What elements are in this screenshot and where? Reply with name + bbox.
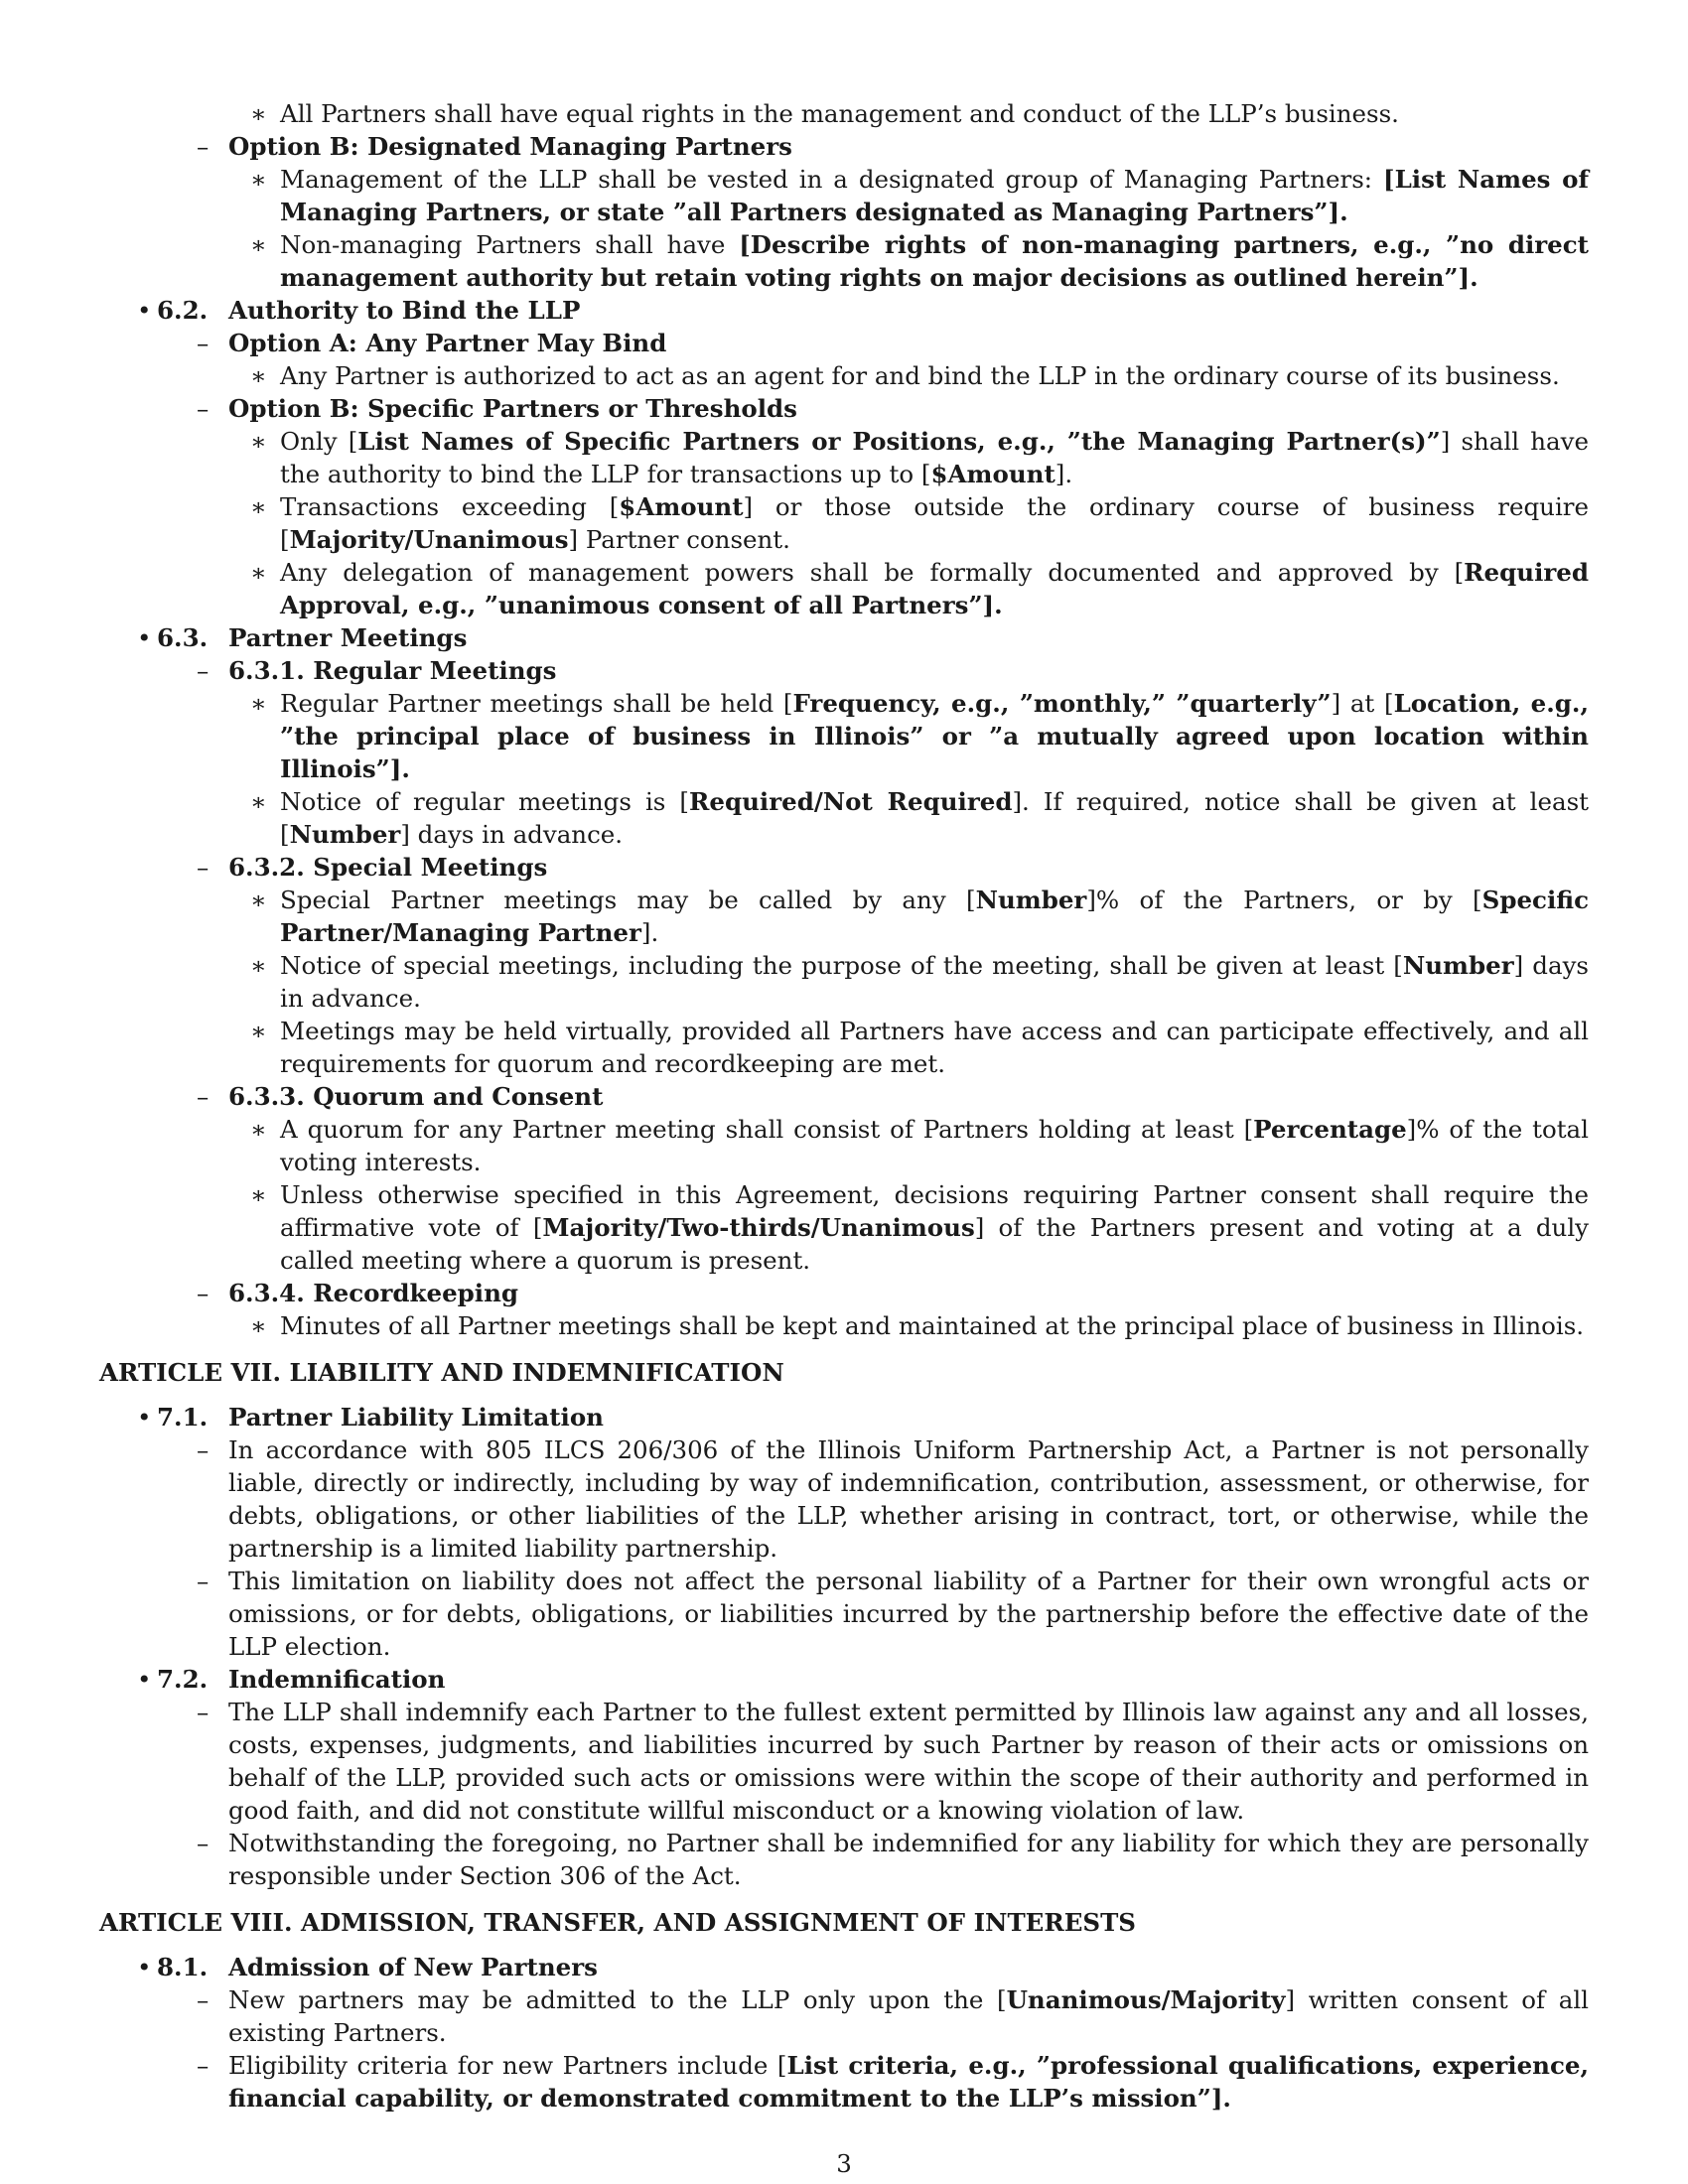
subsection-heading: – 6.3.4. Recordkeeping	[197, 1279, 519, 1307]
list-item: – New partners may be admitted to the LLP only upon the [Unanimous/Majority] written consent of all existing Partners.	[197, 1985, 1589, 2047]
subsection-heading: – 6.3.1. Regular Meetings	[197, 656, 557, 685]
section-6-2: • 6.2. Authority to Bind the LLP	[137, 296, 581, 325]
article-8-heading: ARTICLE VIII. ADMISSION, TRANSFER, AND ASSIGNMENT OF INTERESTS	[99, 1908, 1137, 1937]
list-item: ∗ Only [List Names of Specific Partners or Positions, e.g., ”the Managing Partner(s)”] shall have the authority to bind the LLP for transactions up to [$Amount].	[250, 427, 1589, 488]
section-title: Partner Meetings	[228, 623, 468, 652]
list-item: – Eligibility criteria for new Partners include [List criteria, e.g., ”professional qualifications, experience, financial capability, or demonstrated commitment to the LLP’s mission”].	[197, 2051, 1590, 2113]
list-item: ∗ Notice of regular meetings is [Required/Not Required]. If required, notice shall be given at least [Number] days in advance.	[250, 787, 1589, 849]
document-page	[99, 97, 1589, 2115]
section-title: Admission of New Partners	[228, 1953, 598, 1981]
section-6-3: • 6.3. Partner Meetings	[137, 623, 468, 652]
list-item: ∗ Notice of special meetings, including the purpose of the meeting, shall be given at least [Number] days in advance.	[250, 951, 1589, 1013]
option-heading: – Option B: Designated Managing Partners	[197, 132, 792, 161]
section-title: Indemnification	[228, 1665, 446, 1694]
list-item: ∗ Regular Partner meetings shall be held [Frequency, e.g., ”monthly,” ”quarterly”] at [Location, e.g., ”the principal place of business in Illinois” or ”a mutually agreed upon location within Illinois”].	[250, 689, 1589, 783]
list-item: ∗ Meetings may be held virtually, provided all Partners have access and can participate effectively, and all requirements for quorum and recordkeeping are met.	[250, 1017, 1589, 1078]
list-item: ∗ Any delegation of management powers shall be formally documented and approved by [Required Approval, e.g., ”unanimous consent of all Partners”].	[250, 558, 1589, 619]
subsection-heading: – 6.3.3. Quorum and Consent	[197, 1082, 604, 1111]
list-item: – The LLP shall indemnify each Partner to the fullest extent permitted by Illinois law against any and all losses, costs, expenses, judgments, and liabilities incurred by such Partner by reason of their acts or omissions on behalf of the LLP, provided such acts or omissions were within the scope of their authority and performed in good faith, and did not constitute willful misconduct or a knowing violation of law.	[197, 1698, 1589, 1825]
list-item: – This limitation on liability does not affect the personal liability of a Partner for their own wrongful acts or omissions, or for debts, obligations, or liabilities incurred by the partnership before the effective date of the LLP election.	[197, 1567, 1589, 1661]
list-item: ∗ All Partners shall have equal rights in the management and conduct of the LLP’s business.	[250, 99, 1399, 128]
section-title: Partner Liability Limitation	[228, 1403, 604, 1432]
section-7-2: • 7.2. Indemnification	[137, 1665, 446, 1694]
list-item: ∗ Unless otherwise specified in this Agreement, decisions requiring Partner consent shall require the affirmative vote of [Majority/Two-thirds/Unanimous] of the Partners present and voting at a duly called meeting where a quorum is present.	[250, 1180, 1589, 1275]
list-item: ∗ Management of the LLP shall be vested in a designated group of Managing Partners: [List Names of Managing Partners, or state ”all Partners designated as Managing Partners”].	[250, 165, 1589, 226]
list-item: ∗ A quorum for any Partner meeting shall consist of Partners holding at least [Percentage]% of the total voting interests.	[250, 1115, 1589, 1176]
option-heading: – Option A: Any Partner May Bind	[197, 329, 667, 357]
list-item: ∗ Transactions exceeding [$Amount] or those outside the ordinary course of business require [Majority/Unanimous] Partner consent.	[250, 492, 1589, 554]
list-item: – Notwithstanding the foregoing, no Partner shall be indemnified for any liability for which they are personally responsible under Section 306 of the Act.	[197, 1829, 1589, 1890]
list-item: ∗ Minutes of all Partner meetings shall be kept and maintained at the principal place of business in Illinois.	[250, 1311, 1585, 1340]
section-7-1: • 7.1. Partner Liability Limitation	[137, 1403, 604, 1432]
section-8-1: • 8.1. Admission of New Partners	[137, 1953, 598, 1981]
list-item: ∗ Non-managing Partners shall have [Describe rights of non-managing partners, e.g., ”no direct management authority but retain voting rights on major decisions as outlined herein”].	[250, 230, 1589, 292]
option-heading: – Option B: Specific Partners or Thresholds	[197, 394, 797, 423]
list-item: – In accordance with 805 ILCS 206/306 of the Illinois Uniform Partnership Act, a Partner is not personally liable, directly or indirectly, including by way of indemnification, contribution, assessment, or otherwise, for debts, obligations, or other liabilities of the LLP, whether arising in contract, tort, or otherwise, while the partnership is a limited liability partnership.	[197, 1435, 1589, 1563]
star-marker: ∗	[250, 99, 267, 128]
subsection-heading: – 6.3.2. Special Meetings	[197, 853, 548, 882]
list-item: ∗ Any Partner is authorized to act as an agent for and bind the LLP in the ordinary course of its business.	[250, 361, 1560, 390]
section-title: Authority to Bind the LLP	[228, 296, 581, 325]
article-7-heading: ARTICLE VII. LIABILITY AND INDEMNIFICATION	[99, 1358, 784, 1387]
page-number: 3	[836, 2149, 852, 2178]
list-item: ∗ Special Partner meetings may be called by any [Number]% of the Partners, or by [Specific Partner/Managing Partner].	[250, 886, 1589, 947]
